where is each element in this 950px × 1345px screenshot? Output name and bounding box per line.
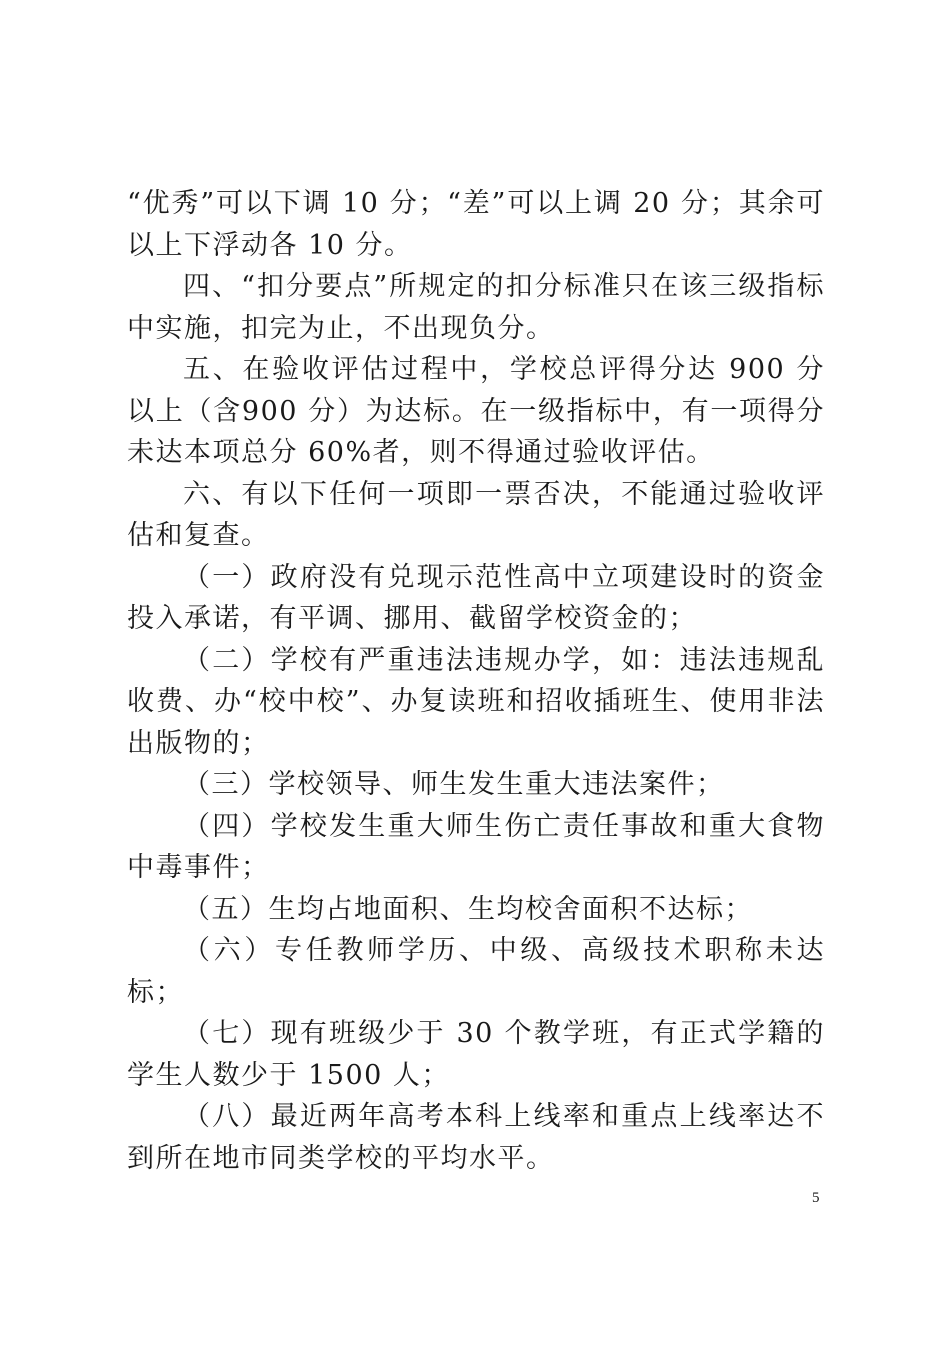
paragraph-item-6: 六、有以下任何一项即一票否决，不能通过验收评估和复查。	[127, 478, 825, 551]
paragraph-item-4: 四、“扣分要点”所规定的扣分标准只在该三级指标中实施，扣完为止，不出现负分。	[127, 271, 825, 344]
veto-item-4: （四）学校发生重大师生伤亡责任事故和重大食物中毒事件；	[127, 810, 825, 883]
veto-item-7: （七）现有班级少于 30 个教学班，有正式学籍的学生人数少于 1500 人；	[127, 1018, 825, 1091]
document-body	[127, 183, 825, 1179]
paragraph-continuation: “优秀”可以下调 10 分；“差”可以上调 20 分；其余可以上下浮动各 10 分。	[127, 188, 825, 261]
paragraph-item-5: 五、在验收评估过程中，学校总评得分达 900 分以上（含900 分）为达标。在一级指标中，有一项得分未达本项总分 60%者，则不得通过验收评估。	[127, 354, 825, 468]
veto-item-6: （六）专任教师学历、中级、高级技术职称未达标；	[127, 935, 825, 1008]
page-number: 5	[812, 1190, 820, 1206]
veto-item-8: （八）最近两年高考本科上线率和重点上线率达不到所在地市同类学校的平均水平。	[127, 1101, 825, 1174]
veto-item-2: （二）学校有严重违法违规办学，如：违法违规乱收费、办“校中校”、办复读班和招收插班生、使用非法出版物的；	[127, 644, 825, 759]
veto-item-5: （五）生均占地面积、生均校舍面积不达标；	[183, 893, 753, 925]
veto-item-1: （一）政府没有兑现示范性高中立项建设时的资金投入承诺，有平调、挪用、截留学校资金的；	[127, 561, 825, 634]
veto-item-3: （三）学校领导、师生发生重大违法案件；	[183, 769, 725, 800]
